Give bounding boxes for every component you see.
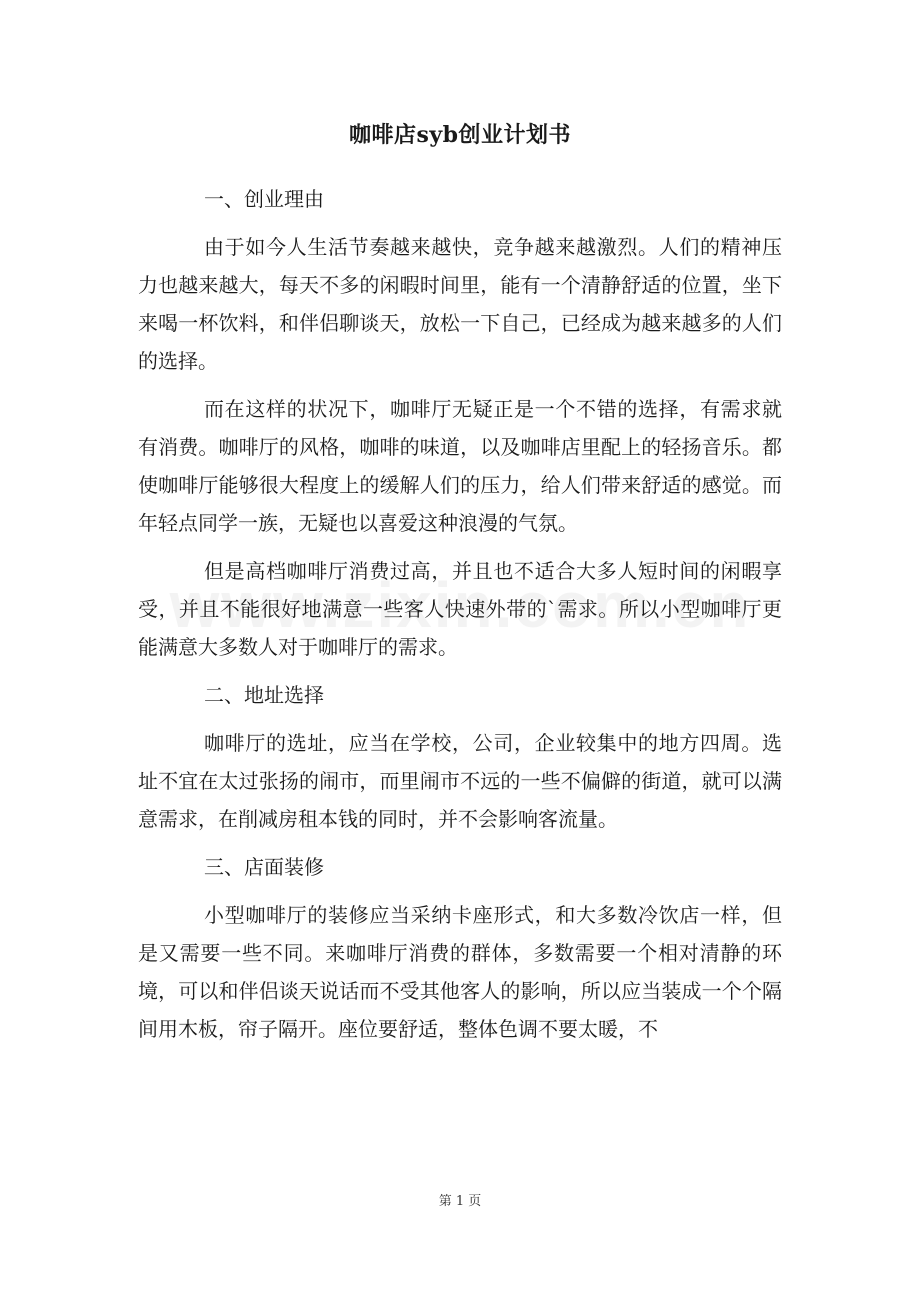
section-reason bbox=[138, 180, 782, 666]
paragraph: 但是高档咖啡厅消费过高，并且也不适合大多人短时间的闲暇享受，并且不能很好地满意一些客人快速外带的`需求。所以小型咖啡厅更能满意大多数人对于咖啡厅的需求。 bbox=[138, 559, 782, 659]
page-number: 第 1 页 bbox=[438, 1194, 482, 1209]
section-location bbox=[138, 676, 782, 838]
paragraph: 由于如今人生活节奏越来越快，竞争越来越激烈。人们的精神压力也越来越大，每天不多的闲暇时间里，能有一个清静舒适的位置，坐下来喝一杯饮料，和伴侣聊谈天，放松一下自己，已经成为越来越多的人们的选择。 bbox=[138, 235, 782, 373]
document-body bbox=[138, 180, 782, 1058]
paragraph: 而在这样的状况下，咖啡厅无疑正是一个不错的选择，有需求就有消费。咖啡厅的风格，咖啡的味道，以及咖啡店里配上的轻扬音乐。都使咖啡厅能够很大程度上的缓解人们的压力，给人们带来舒适的感觉。而年轻点同学一族，无疑也以喜爱这种浪漫的气氛。 bbox=[138, 397, 782, 535]
paragraph: 小型咖啡厅的装修应当采纳卡座形式，和大多数冷饮店一样，但是又需要一些不同。来咖啡厅消费的群体，多数需要一个相对清静的环境，可以和伴侣谈天说话而不受其他客人的影响，所以应当装成一个个隔间用木板，帘子隔开。座位要舒适，整体色调不要太暖，不 bbox=[138, 903, 782, 1041]
section-heading: 三、店面装修 bbox=[204, 855, 324, 879]
document-title: 咖啡店syb创业计划书 bbox=[348, 122, 572, 148]
paragraph: 咖啡厅的选址，应当在学校，公司，企业较集中的地方四周。选址不宜在太过张扬的闹市，而里闹市不远的一些不偏僻的街道，就可以满意需求，在削减房租本钱的同时，并不会影响客流量。 bbox=[138, 731, 782, 831]
section-heading: 一、创业理由 bbox=[204, 187, 324, 211]
section-heading: 二、地址选择 bbox=[204, 683, 324, 707]
section-decoration bbox=[138, 848, 782, 1048]
